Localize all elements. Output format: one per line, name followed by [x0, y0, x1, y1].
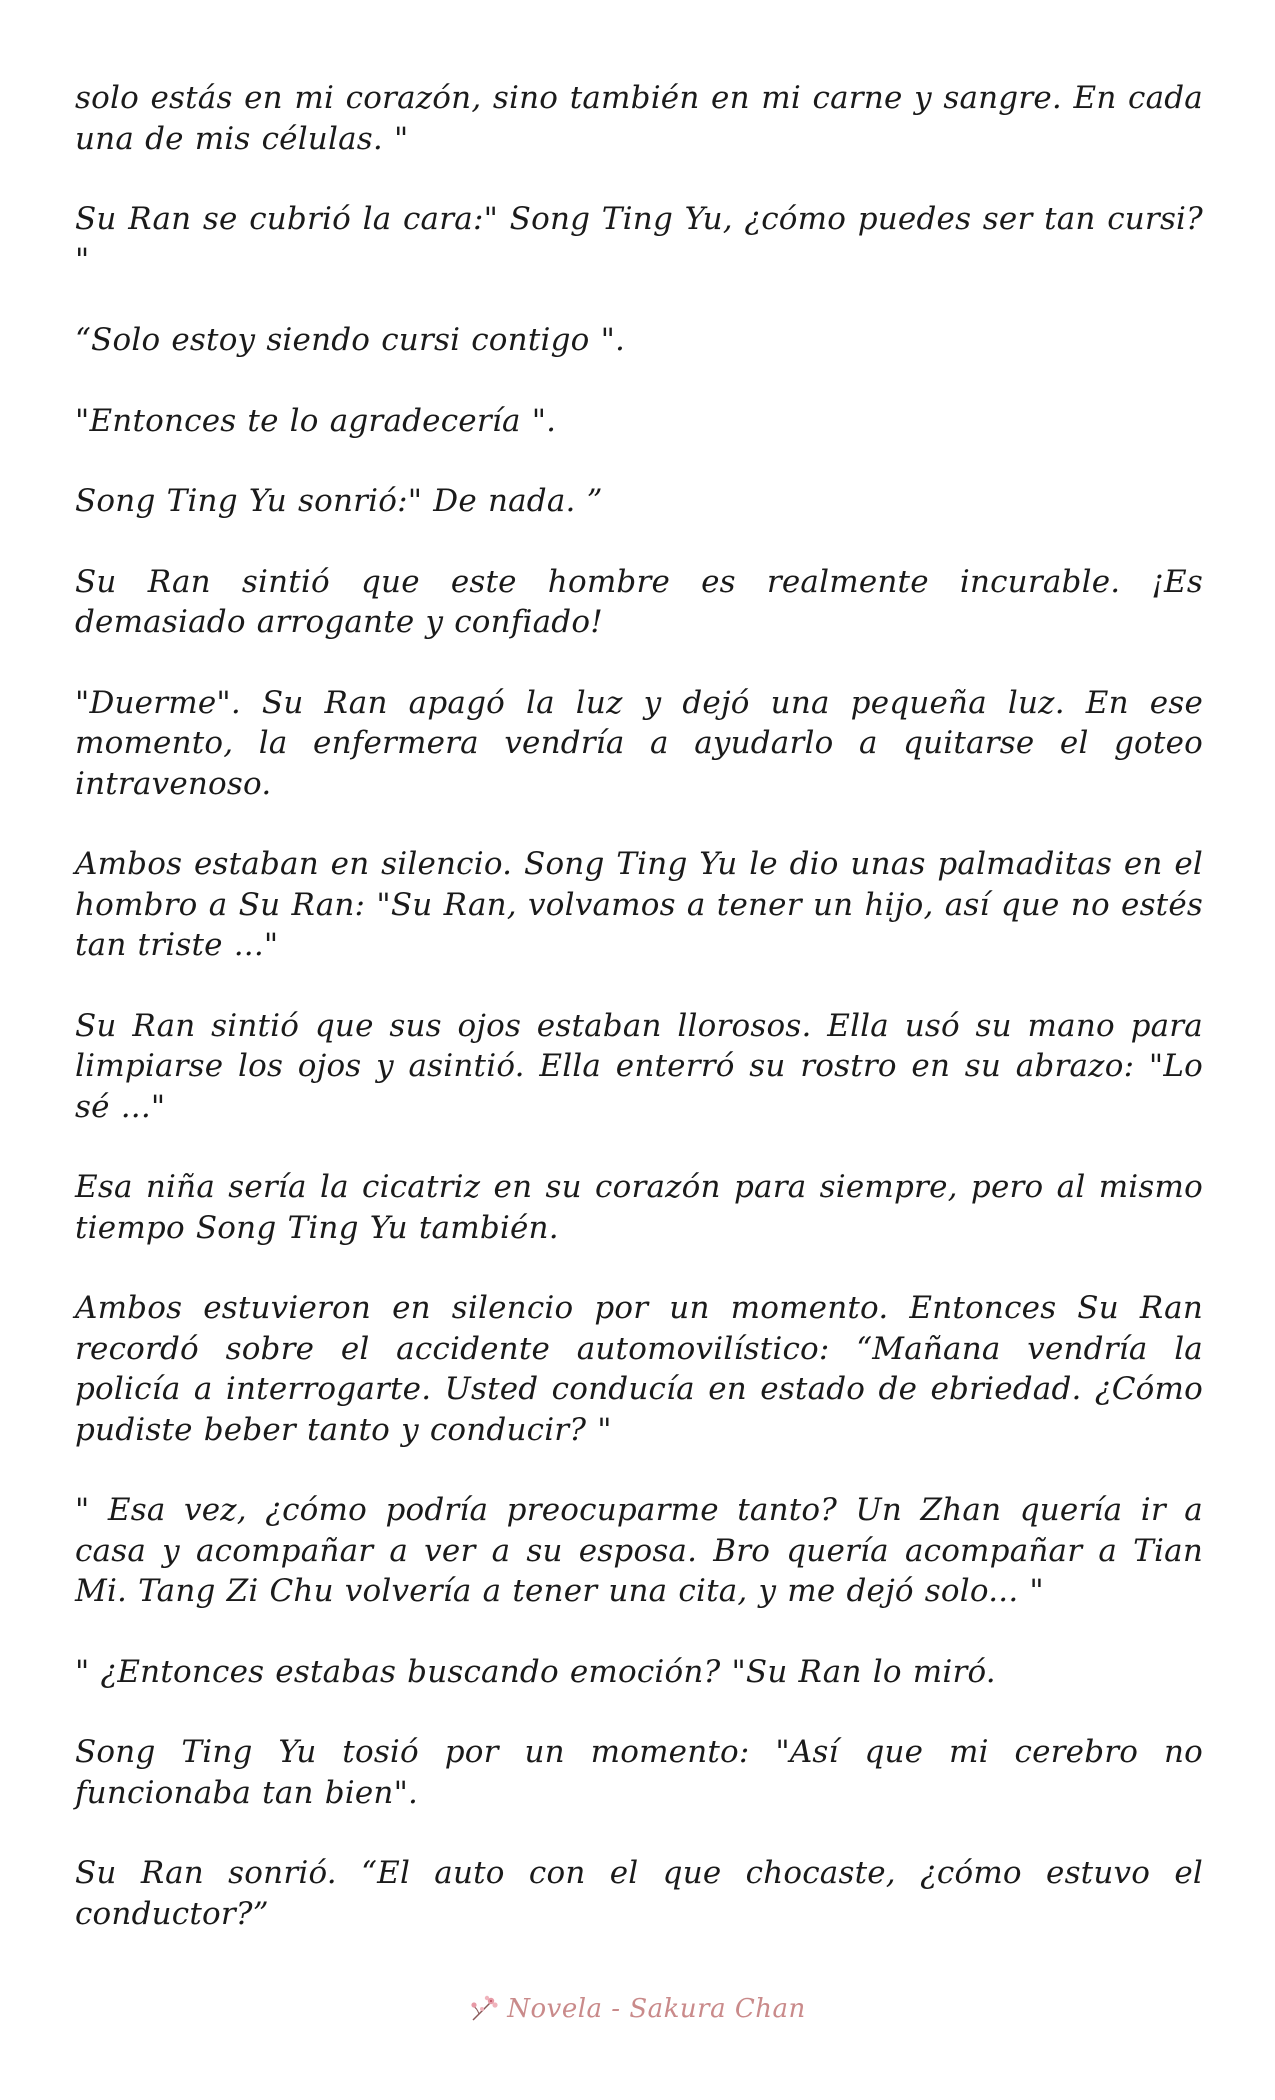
- paragraph: Song Ting Yu sonrió:" De nada. ”: [75, 483, 603, 519]
- footer-credit: Novela - Sakura Chan: [507, 1994, 806, 2024]
- paragraph: Su Ran sonrió. “El auto con el que chocaste, ¿cómo estuvo el conductor?”: [75, 1855, 1203, 1932]
- document-body: [75, 78, 1203, 1974]
- paragraph: Esa niña sería la cicatriz en su corazón para siempre, pero al mismo tiempo Song Ting Yu también.: [75, 1169, 1203, 1246]
- paragraph: solo estás en mi corazón, sino también en mi carne y sangre. En cada una de mis células. ": [75, 80, 1203, 157]
- paragraph: Su Ran sintió que sus ojos estaban llorosos. Ella usó su mano para limpiarse los ojos y asintió. Ella enterró su rostro en su abrazo: "Lo sé ...": [75, 1007, 1203, 1125]
- paragraph: Song Ting Yu tosió por un momento: "Así que mi cerebro no funcionaba tan bien".: [75, 1734, 1203, 1811]
- paragraph: Su Ran se cubrió la cara:" Song Ting Yu, ¿cómo puedes ser tan cursi? ": [75, 201, 1203, 278]
- paragraph: Ambos estuvieron en silencio por un momento. Entonces Su Ran recordó sobre el accidente automovilístico: “Mañana vendría la policía a interrogarte. Usted conducía en estado de ebriedad. ¿Cómo pudiste beber tanto y conducir? ": [75, 1290, 1203, 1448]
- sakura-flower-icon: [469, 1994, 501, 2024]
- paragraph: “Solo estoy siendo cursi contigo ".: [75, 322, 626, 358]
- page-footer: [0, 1994, 1275, 2024]
- paragraph: Su Ran sintió que este hombre es realmente incurable. ¡Es demasiado arrogante y confiado!: [75, 563, 1203, 640]
- paragraph: " ¿Entonces estabas buscando emoción? "Su Ran lo miró.: [75, 1653, 996, 1690]
- paragraph: "Duerme". Su Ran apagó la luz y dejó una pequeña luz. En ese momento, la enfermera vendría a ayudarlo a quitarse el goteo intravenoso.: [75, 684, 1203, 802]
- paragraph: "Entonces te lo agradecería ".: [75, 402, 557, 439]
- paragraph: Ambos estaban en silencio. Song Ting Yu le dio unas palmaditas en el hombro a Su Ran: "Su Ran, volvamos a tener un hijo, así que no estés tan triste ...": [75, 846, 1203, 963]
- paragraph: " Esa vez, ¿cómo podría preocuparme tanto? Un Zhan quería ir a casa y acompañar a ver a su esposa. Bro quería acompañar a Tian Mi. Tang Zi Chu volvería a tener una cita, y me dejó solo... ": [75, 1492, 1203, 1609]
